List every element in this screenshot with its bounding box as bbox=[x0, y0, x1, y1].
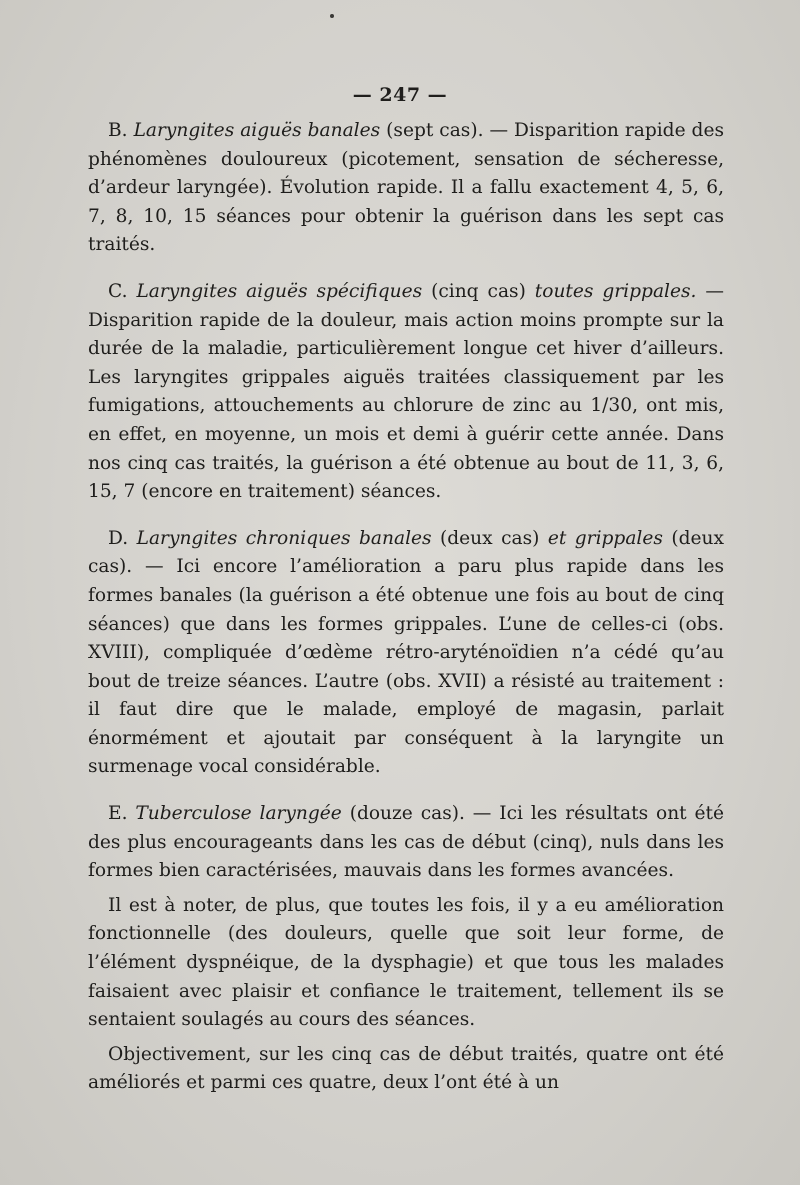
section-d-mid: (deux cas) bbox=[431, 527, 548, 549]
section-c-title-2: toutes grippales. bbox=[534, 280, 697, 302]
section-e-title: Tuberculose laryngée bbox=[135, 803, 342, 825]
section-b-letter: B. bbox=[108, 120, 128, 141]
section-b-title: Laryngites aiguës banales bbox=[133, 120, 381, 141]
paragraph-remarks: Il est à noter, de plus, que toutes les fois, il y a eu amélioration fonctionnelle (des douleurs, quelle que soit leur forme, de l’élément dyspnéique, de la dysphagie) et que tous les malades faisaient avec plaisir et confiance le traitement, tellement ils se sentaient soulagés au cours des séances. bbox=[88, 894, 724, 1031]
section-c-text: — Disparition rapide de la douleur, mais action moins prompte sur la durée de la maladie, particulièrement longue cet hiver d’ailleurs. Les laryngites grippales aiguës traitées classiquement par les fumigations, attouchements au chlorure de zinc au 1/30, ont mis, en effet, en moyenne, un mois et demi à guérir cette année. Dans nos cinq cas traités, la guérison a été obtenue au bout de 11, 3, 6, 15, 7 (encore en traitement) séances. bbox=[88, 280, 724, 503]
section-d-letter: D. bbox=[108, 527, 129, 549]
section-d-title-2: et grippales bbox=[547, 527, 663, 549]
section-d-title: Laryngites chroniques banales bbox=[136, 527, 432, 549]
section-d bbox=[88, 525, 724, 782]
section-c-title: Laryngites aiguës spécifiques bbox=[136, 280, 423, 302]
section-c-mid: (cinq cas) bbox=[422, 280, 535, 302]
section-e bbox=[88, 800, 724, 886]
body-text bbox=[88, 117, 724, 1098]
section-e-letter: E. bbox=[108, 803, 128, 825]
section-c bbox=[88, 278, 724, 507]
page-number: — 247 — bbox=[352, 84, 448, 106]
section-b-text: (sept cas). — Disparition rapide des phénomènes douloureux (picotement, sensation de sécheresse, d’ardeur laryngée). Évolution rapide. Il a fallu exactement 4, 5, 6, 7, 8, 10, 15 séances pour obtenir la guérison dans les sept cas traités. bbox=[88, 120, 724, 256]
ink-speck bbox=[330, 14, 334, 18]
section-b bbox=[88, 117, 724, 260]
section-d-text: (deux cas). — Ici encore l’amélioration a paru plus rapide dans les formes banales (la guérison a été obtenue une fois au bout de cinq séances) que dans les formes grippales. L’une de celles-ci (obs. XVIII), compliquée d’œdème rétro-aryténoïdien n’a cédé qu’au bout de treize séances. L’autre (obs. XVII) a résisté au traitement : il faut dire que le malade, employé de magasin, parlait énormément et ajoutait par conséquent à la laryngite un surmenage vocal considérable. bbox=[88, 527, 724, 778]
paragraph-objective: Objectivement, sur les cinq cas de début traités, quatre ont été améliorés et parmi ces quatre, deux l’ont été à un bbox=[88, 1043, 724, 1094]
section-c-letter: C. bbox=[108, 280, 128, 302]
section-e-text: (douze cas). — Ici les résultats ont été des plus encourageants dans les cas de début (cinq), nuls dans les formes bien caractérisées, mauvais dans les formes avancées. bbox=[88, 803, 724, 882]
